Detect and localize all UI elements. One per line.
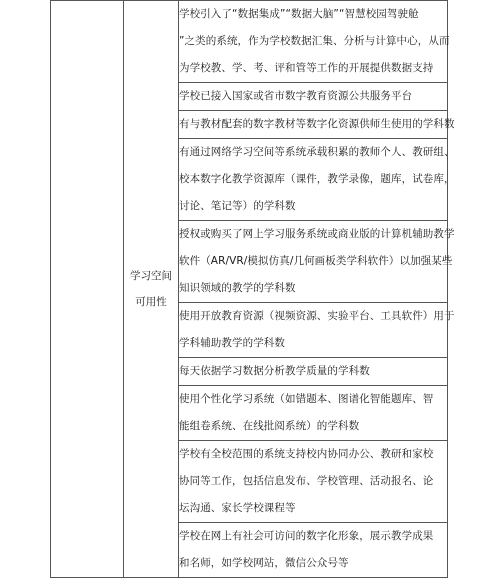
- item-text-line: 讨论、笔记等）的学科数: [179, 200, 296, 212]
- item-cell: [179, 386, 448, 441]
- category-label-line-2: 可用性: [135, 296, 167, 308]
- item-cell: [179, 358, 448, 386]
- item-text-line: 学科辅助教学的学科数: [179, 337, 285, 349]
- item-cell: [179, 221, 455, 303]
- item-text-line: 软件（AR/VR/模拟仿真/几何画板类学科软件）以加强某些: [179, 255, 453, 267]
- item-text-line: 坛沟通、家长学校课程等: [179, 502, 296, 514]
- item-text-line: 和名师，如学校网站，微信公众号等: [179, 557, 349, 569]
- indicator-table-body: [51, 1, 455, 578]
- category-cell: [124, 1, 179, 578]
- indicator-table: [50, 0, 455, 578]
- item-text-line: 每天依据学习数据分析教学质量的学科数: [179, 365, 370, 377]
- item-cell: [179, 303, 455, 358]
- item-text-line: 校本数字化教学资源库（课件，教学录像，题库，试卷库，: [179, 173, 455, 185]
- item-text-line: 有与教材配套的数字教材等数字化资源供师生使用的学科数: [179, 118, 455, 130]
- item-text-line: 学校有全校范围的系统支持校内协同办公、教研和家校: [179, 448, 434, 460]
- table-row: [51, 1, 448, 83]
- item-text-line: 为学校教、学、考、评和管等工作的开展提供数据支持: [179, 62, 434, 74]
- item-text-line: 能组卷系统、在线批阅系统）的学科数: [179, 420, 360, 432]
- item-cell: [179, 523, 448, 578]
- item-cell: [179, 1, 448, 83]
- item-text-line: 使用个性化学习系统（如错题本、图谱化智能题库、智: [179, 393, 434, 405]
- item-cell: [179, 83, 448, 111]
- item-text-line: 授权或购买了网上学习服务系统或商业版的计算机辅助教学: [179, 228, 455, 240]
- item-text-line: 协同等工作，包括信息发布、学校管理、活动报名、论: [179, 475, 434, 487]
- item-text-line: 学校引入了“数据集成”“数据大脑”“智慧校园驾驶舱: [179, 8, 419, 20]
- blank-column-cell: [51, 1, 124, 578]
- category-label-line-1: 学习空间: [130, 270, 172, 282]
- item-cell: [179, 441, 448, 523]
- item-text-line: 学校已接入国家或省市数字教育资源公共服务平台: [179, 90, 413, 102]
- item-cell: [179, 111, 455, 139]
- item-text-line: 知识领域的教学的学科数: [179, 282, 296, 294]
- item-text-line: 使用开放教育资源（视频资源、实验平台、工具软件）用于: [179, 310, 455, 322]
- item-text-line: 学校在网上有社会可访问的数字化形象，展示教学成果: [179, 530, 434, 542]
- item-text-line: ”之类的系统，作为学校数据汇集、分析与计算中心，从而: [179, 35, 450, 47]
- item-text-line: 有通过网络学习空间等系统承载积累的教师个人、教研组、: [179, 146, 455, 158]
- item-cell: [179, 139, 455, 221]
